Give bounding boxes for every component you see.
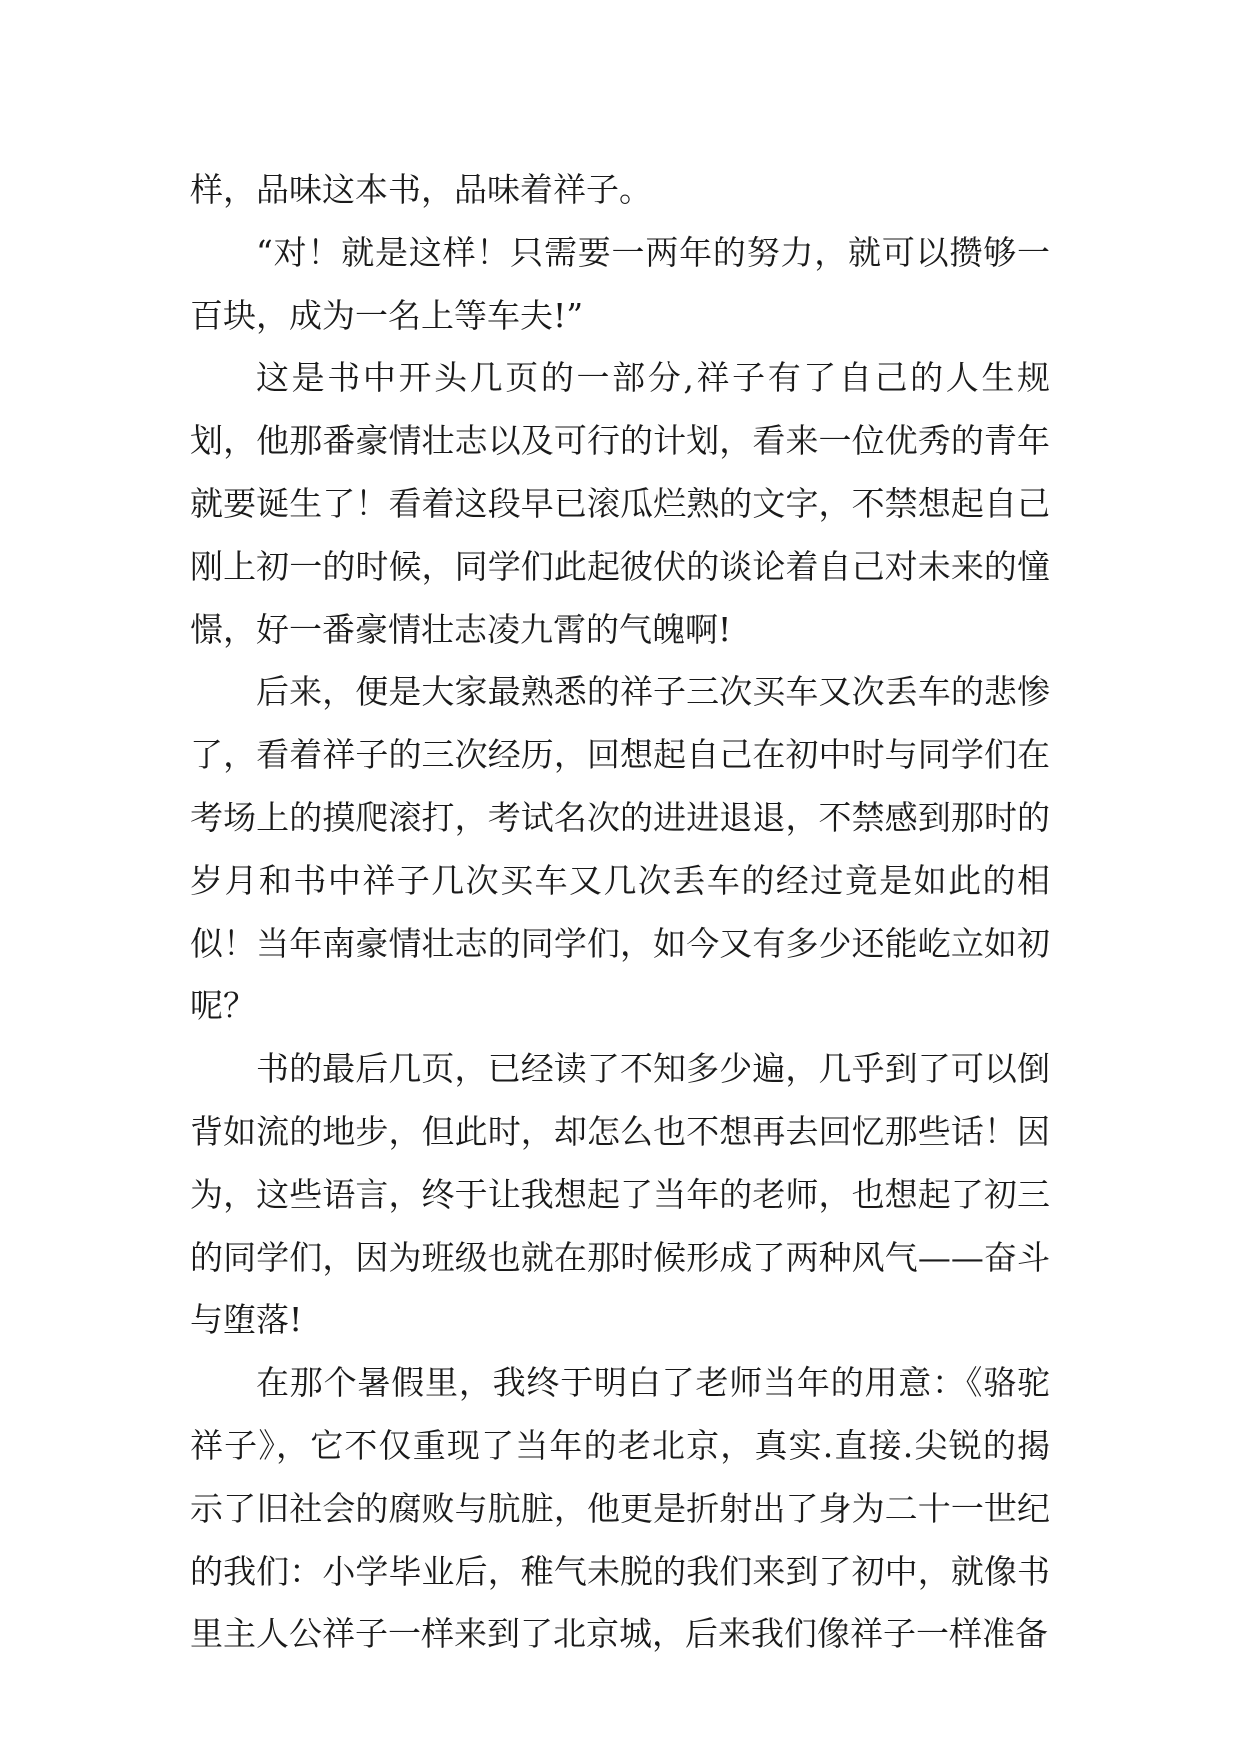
paragraph-2: “对！就是这样！只需要一两年的努力，就可以攒够一百块，成为一名上等车夫!” [190,232,1050,335]
paragraph-5: 书的最后几页，已经读了不知多少遍，几乎到了可以倒背如流的地步，但此时，却怎么也不想再去回忆那些话！因为，这些语言，终于让我想起了当年的老师，也想起了初三的同学们，因为班级也就在那时候形成了两种风气——奋斗与堕落! [190,1049,1050,1340]
document-body [190,159,1050,1666]
paragraph-3: 这是书中开头几页的一部分,祥子有了自己的人生规划，他那番豪情壮志以及可行的计划，看来一位优秀的青年就要诞生了！看着这段早已滚瓜烂熟的文字，不禁想起自己刚上初一的时候，同学们此起彼伏的谈论着自己对未来的憧憬，好一番豪情壮志凌九霄的气魄啊! [190,358,1050,649]
paragraph-4: 后来，便是大家最熟悉的祥子三次买车又次丢车的悲惨了，看着祥子的三次经历，回想起自己在初中时与同学们在考场上的摸爬滚打，考试名次的进进退退，不禁感到那时的岁月和书中祥子几次买车又几次丢车的经过竟是如此的相似！当年南豪情壮志的同学们，如今又有多少还能屹立如初呢？ [190,672,1050,1026]
paragraph-6: 在那个暑假里，我终于明白了老师当年的用意：《骆驼祥子》，它不仅重现了当年的老北京，真实.直接.尖锐的揭示了旧社会的腐败与肮脏，他更是折射出了身为二十一世纪的我们：小学毕业后，稚气未脱的我们来到了初中，就像书里主人公祥子一样来到了北京城，后来我们像祥子一样准备 [190,1363,1050,1654]
paragraph-1: 样，品味这本书，品味着祥子。 [190,170,652,209]
